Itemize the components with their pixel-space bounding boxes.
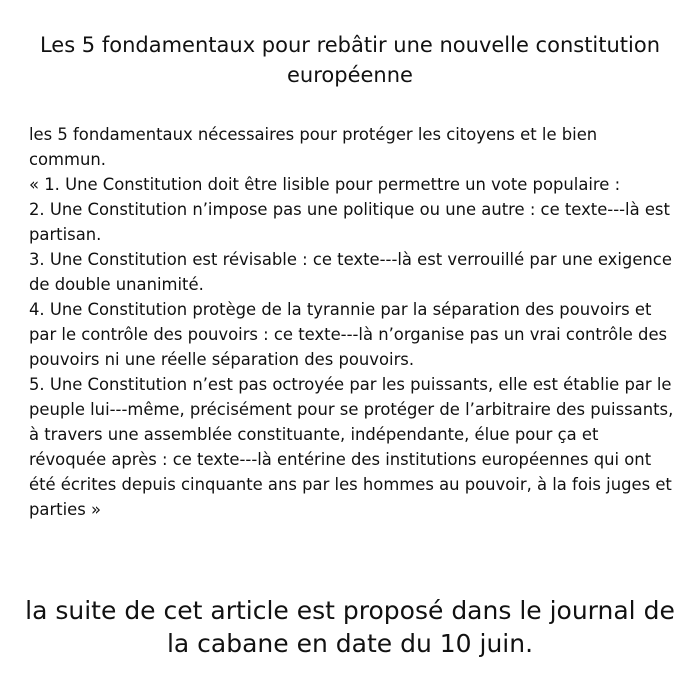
article-body [29,122,679,522]
fundamental-point-5: 5. Une Constitution n’est pas octroyée par les puissants, elle est établie par le peuple lui---même, précisément pour se protéger de l’arbitraire des puissants, à travers une assemblée constituante, indépendante, élue pour ça et révoquée après : ce texte---là entérine des institutions européennes qui ont été écrites depuis cinquante ans par les hommes au pouvoir, à la fois juges et parties » [29,375,674,519]
intro-paragraph: les 5 fondamentaux nécessaires pour protéger les citoyens et le bien commun. [29,125,598,169]
continuation-note: la suite de cet article est proposé dans le journal de la cabane en date du 10 juin. [25,596,675,658]
fundamental-point-2: 2. Une Constitution n’impose pas une politique ou une autre : ce texte---là est partisan. [29,200,670,244]
page-title: Les 5 fondamentaux pour rebâtir une nouvelle constitution européenne [39,33,661,87]
fundamental-point-1: « 1. Une Constitution doit être lisible pour permettre un vote populaire : [29,175,621,194]
fundamental-point-3: 3. Une Constitution est révisable : ce texte---là est verrouillé par une exigence de double unanimité. [29,250,672,294]
fundamental-point-4: 4. Une Constitution protège de la tyrannie par la séparation des pouvoirs et par le contrôle des pouvoirs : ce texte---là n’organise pas un vrai contrôle des pouvoirs ni une réelle séparation des pouvoirs. [29,300,668,369]
